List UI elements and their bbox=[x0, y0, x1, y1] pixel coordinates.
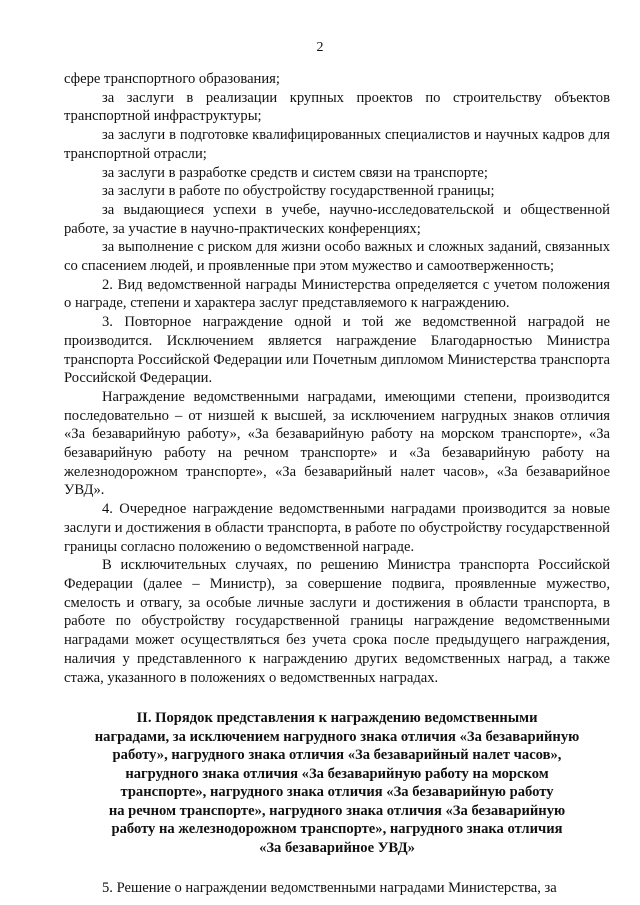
list-item: за заслуги в разработке средств и систем связи на транспорте; bbox=[102, 164, 488, 181]
document-body bbox=[64, 70, 610, 898]
paragraph-5: 5. Решение о награждении ведомственными наградами Министерства, за bbox=[102, 880, 557, 897]
list-item: за заслуги в работе по обустройству государственной границы; bbox=[102, 183, 495, 200]
paragraph-2: 2. Вид ведомственной награды Министерства определяется с учетом положения о награде, степени и характера заслуг представляемого к награждению. bbox=[64, 276, 610, 312]
list-item: сфере транспортного образования; bbox=[64, 71, 280, 87]
list-item: за выполнение с риском для жизни особо важных и сложных заданий, связанных со спасением людей, и проявленные при этом мужество и самоотверженность; bbox=[64, 239, 610, 275]
heading-line: II. Порядок представления к награждению ведомственными bbox=[136, 710, 538, 727]
paragraph-degrees: Награждение ведомственными наградами, имеющими степени, производится последовательно – от низшей к высшей, за исключением нагрудных знаков отличия «За безаварийную работу», «За безаварийную работу на морском транспорте», «За безаварийную работу на речном транспорте» и «За безаварийную работу на железнодорожном транспорте», «За безаварийный налет часов», «За безаварийное УВД». bbox=[64, 388, 610, 499]
paragraph-4: 4. Очередное награждение ведомственными наградами производится за новые заслуги и достижения в области транспорта, в работе по обустройству государственной границы согласно положению о ведомственной награде. bbox=[64, 501, 610, 555]
list-item: за выдающиеся успехи в учебе, научно-исследовательской и общественной работе, за участие в научно-практических конференциях; bbox=[64, 201, 610, 237]
heading-line: «За безаварийное УВД» bbox=[259, 839, 415, 856]
heading-line: работу на железнодорожном транспорте», нагрудного знака отличия bbox=[111, 821, 563, 838]
page-number: 2 bbox=[316, 40, 324, 55]
heading-line: транспорте», нагрудного знака отличия «За безаварийную работу bbox=[120, 784, 554, 801]
paragraph-3: 3. Повторное награждение одной и той же ведомственной наградой не производится. Исключением является награждение Благодарностью Министра транспорта Российской Федерации или Почетным дипломом Министерства транспорта Российской Федерации. bbox=[64, 314, 610, 387]
heading-line: нагрудного знака отличия «За безаварийную работу на морском bbox=[125, 765, 549, 782]
heading-line: наградами, за исключением нагрудного знака отличия «За безаварийную bbox=[94, 728, 580, 745]
heading-line: работу», нагрудного знака отличия «За безаварийный налет часов», bbox=[112, 747, 562, 764]
section-heading bbox=[64, 709, 610, 857]
heading-line: на речном транспорте», нагрудного знака отличия «За безаварийную bbox=[108, 802, 566, 819]
list-item: за заслуги в реализации крупных проектов по строительству объектов транспортной инфраструктуры; bbox=[64, 89, 610, 125]
list-item: за заслуги в подготовке квалифицированных специалистов и научных кадров для транспортной отрасли; bbox=[64, 127, 610, 162]
paragraph-exceptional: В исключительных случаях, по решению Министра транспорта Российской Федерации (далее – Министр), за совершение подвига, проявленные мужество, смелость и отвагу, за особые личные заслуги и достижения в области транспорта, в работе по обустройству государственной границы награждение ведомственными наградами может осуществляться без учета срока после предыдущего награждения, наличия у представленного к награждению других ведомственных наград, а также стажа, указанного в положениях о ведомственных наградах. bbox=[64, 557, 610, 686]
